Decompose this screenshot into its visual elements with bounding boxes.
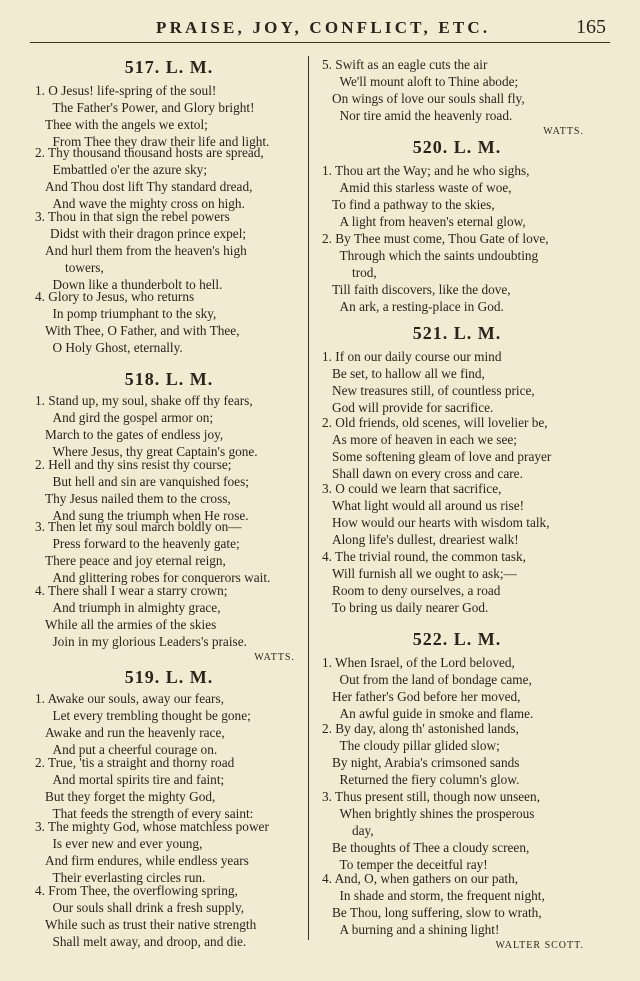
verse-line: Let every trembling thought be gone; — [52, 708, 251, 723]
verse-line: While such as trust their native strength — [45, 917, 257, 932]
stanza — [31, 288, 307, 356]
verse-line: O Holy Ghost, eternally. — [52, 340, 183, 355]
verse-line: 3. Then let my soul march boldly on— — [35, 519, 242, 534]
verse-line: But they forget the mighty God, — [45, 789, 216, 804]
page-number: 165 — [576, 16, 606, 38]
verse-line: Out from the land of bondage came, — [339, 672, 532, 687]
verse-line: Thy Jesus nailed them to the cross, — [45, 491, 231, 506]
verse-line: And triumph in almighty grace, — [52, 600, 221, 615]
verse-line: 1. When Israel, of the Lord beloved, — [322, 655, 515, 670]
verse-line: Didst with their dragon prince expel; — [50, 226, 247, 241]
verse-line: To temper the deceitful ray! — [339, 857, 488, 872]
verse-line: When brightly shines the prosperous — [339, 806, 535, 821]
stanza — [31, 456, 307, 524]
verse-line: The cloudy pillar glided slow; — [339, 738, 500, 753]
column-divider — [308, 56, 309, 940]
verse-line: With Thee, O Father, and with Thee, — [45, 323, 240, 338]
verse-line: Their everlasting circles run. — [52, 870, 206, 885]
author-attribution: WATTS. — [254, 652, 295, 663]
verse-line: day, — [352, 823, 374, 838]
verse-line: 2. Thy thousand thousand hosts are spread, — [35, 145, 264, 160]
verse-line: Be set, to hallow all we find, — [332, 366, 485, 381]
verse-line: Our souls shall drink a fresh supply, — [52, 900, 245, 915]
verse-line: In shade and storm, the frequent night, — [339, 888, 545, 903]
stanza — [318, 230, 596, 315]
author-attribution: WATTS. — [543, 126, 584, 137]
stanza — [31, 208, 307, 293]
header-rule — [30, 42, 610, 43]
verse-line: To bring us daily nearer God. — [332, 600, 489, 615]
verse-line: While all the armies of the skies — [45, 617, 217, 632]
verse-line: Her father's God before her moved, — [332, 689, 521, 704]
verse-line: 4. There shall I wear a starry crown; — [35, 583, 228, 598]
verse-line: And put a cheerful courage on. — [52, 742, 218, 757]
verse-line: 5. Swift as an eagle cuts the air — [322, 57, 488, 72]
verse-line: A burning and a shining light! — [339, 922, 500, 937]
verse-line: 3. Thus present still, though now unseen, — [322, 789, 541, 804]
verse-line: In pomp triumphant to the sky, — [52, 306, 217, 321]
verse-line: Join in my glorious Leaders's praise. — [52, 634, 247, 649]
verse-line: Thee with the angels we extol; — [45, 117, 208, 132]
verse-line: How would our hearts with wisdom talk, — [332, 515, 550, 530]
stanza — [318, 870, 596, 938]
verse-line: As more of heaven in each we see; — [332, 432, 517, 447]
verse-line: We'll mount aloft to Thine abode; — [339, 74, 519, 89]
verse-line: trod, — [352, 265, 377, 280]
verse-line: 4. The trivial round, the common task, — [322, 549, 526, 564]
verse-line: By night, Arabia's crimsoned sands — [332, 755, 520, 770]
verse-line: And hurl them from the heaven's high — [45, 243, 247, 258]
verse-line: Nor tire amid the heavenly road. — [339, 108, 513, 123]
verse-line: 1. O Jesus! life-spring of the soul! — [35, 83, 217, 98]
verse-line: New treasures still, of countless price, — [332, 383, 535, 398]
verse-line: Some softening gleam of love and prayer — [332, 449, 552, 464]
verse-line: To find a pathway to the skies, — [332, 197, 495, 212]
verse-line: Be Thou, long suffering, slow to wrath, — [332, 905, 542, 920]
stanza — [31, 144, 307, 212]
stanza — [318, 348, 596, 416]
verse-line: 1. Awake our souls, away our fears, — [35, 691, 224, 706]
verse-line: 2. By day, along th' astonished lands, — [322, 721, 519, 736]
stanza — [31, 690, 307, 758]
verse-line: Returned the fiery column's glow. — [339, 772, 520, 787]
stanza — [318, 788, 596, 873]
verse-line: 1. If on our daily course our mind — [322, 349, 502, 364]
verse-line: Where Jesus, thy great Captain's gone. — [52, 444, 258, 459]
verse-line: 4. Glory to Jesus, who returns — [35, 289, 195, 304]
verse-line: And mortal spirits tire and faint; — [52, 772, 225, 787]
verse-line: 1. Stand up, my soul, shake off thy fears, — [35, 393, 253, 408]
verse-line: Down like a thunderbolt to hell. — [52, 277, 223, 292]
stanza — [318, 480, 596, 548]
verse-line: Awake and run the heavenly race, — [45, 725, 225, 740]
verse-line: Along life's dullest, dreariest walk! — [332, 532, 519, 547]
author-attribution: WALTER SCOTT. — [495, 940, 584, 951]
verse-line: Is ever new and ever young, — [52, 836, 203, 851]
verse-line: Shall dawn on every cross and care. — [332, 466, 523, 481]
verse-line: Shall melt away, and droop, and die. — [52, 934, 247, 949]
verse-line: Will furnish all we ought to ask;— — [332, 566, 517, 581]
verse-line: Till faith discovers, like the dove, — [332, 282, 511, 297]
verse-line: An awful guide in smoke and flame. — [339, 706, 534, 721]
verse-line: And wave the mighty cross on high. — [52, 196, 245, 211]
verse-line: Press forward to the heavenly gate; — [52, 536, 240, 551]
hymn-title: 519. L. M. — [124, 667, 214, 687]
verse-line: March to the gates of endless joy, — [45, 427, 224, 442]
stanza — [31, 582, 307, 650]
verse-line: Embattled o'er the azure sky; — [52, 162, 208, 177]
stanza — [318, 56, 596, 124]
verse-line: 2. Hell and thy sins resist thy course; — [35, 457, 232, 472]
verse-line: 2. By Thee must come, Thou Gate of love, — [322, 231, 549, 246]
hymn-title: 518. L. M. — [124, 369, 214, 389]
verse-line: 1. Thou art the Way; and he who sighs, — [322, 163, 530, 178]
verse-line: And Thou dost lift Thy standard dread, — [45, 179, 253, 194]
verse-line: The Father's Power, and Glory bright! — [52, 100, 255, 115]
stanza — [318, 414, 596, 482]
stanza — [318, 162, 596, 230]
hymn-title: 521. L. M. — [412, 323, 502, 343]
verse-line: God will provide for sacrifice. — [332, 400, 494, 415]
verse-line: From Thee they draw their life and light. — [52, 134, 270, 149]
verse-line: 3. O could we learn that sacrifice, — [322, 481, 502, 496]
verse-line: And gird the gospel armor on; — [52, 410, 214, 425]
hymn-title: 517. L. M. — [124, 57, 214, 77]
stanza — [31, 818, 307, 886]
running-title: PRAISE, JOY, CONFLICT, ETC. — [156, 18, 491, 37]
verse-line: On wings of love our souls shall fly, — [332, 91, 525, 106]
verse-line: An ark, a resting-place in God. — [339, 299, 504, 314]
verse-line: towers, — [65, 260, 104, 275]
verse-line: 4. From Thee, the overflowing spring, — [35, 883, 238, 898]
verse-line: 2. True, 'tis a straight and thorny road — [35, 755, 235, 770]
verse-line: Amid this starless waste of woe, — [339, 180, 512, 195]
verse-line: 3. The mighty God, whose matchless power — [35, 819, 269, 834]
verse-line: And sung the triumph when He rose. — [52, 508, 249, 523]
stanza — [318, 548, 596, 616]
verse-line: There peace and joy eternal reign, — [45, 553, 226, 568]
verse-line: Room to deny ourselves, a road — [332, 583, 501, 598]
stanza — [318, 720, 596, 788]
stanza — [31, 754, 307, 822]
verse-line: 4. And, O, when gathers on our path, — [322, 871, 519, 886]
hymn-title: 522. L. M. — [412, 629, 502, 649]
stanza — [31, 82, 307, 150]
hymn-title: 520. L. M. — [412, 137, 502, 157]
stanza — [31, 882, 307, 950]
stanza — [31, 518, 307, 586]
verse-line: Through which the saints undoubting — [339, 248, 539, 263]
verse-line: But hell and sin are vanquished foes; — [52, 474, 249, 489]
verse-line: What light would all around us rise! — [332, 498, 525, 513]
verse-line: 2. Old friends, old scenes, will lovelier be, — [322, 415, 548, 430]
verse-line: A light from heaven's eternal glow, — [339, 214, 526, 229]
stanza — [31, 392, 307, 460]
verse-line: And firm endures, while endless years — [45, 853, 249, 868]
verse-line: 3. Thou in that sign the rebel powers — [35, 209, 230, 224]
verse-line: Be thoughts of Thee a cloudy screen, — [332, 840, 530, 855]
stanza — [318, 654, 596, 722]
verse-line: And glittering robes for conquerors wait. — [52, 570, 271, 585]
verse-line: That feeds the strength of every saint: — [52, 806, 254, 821]
